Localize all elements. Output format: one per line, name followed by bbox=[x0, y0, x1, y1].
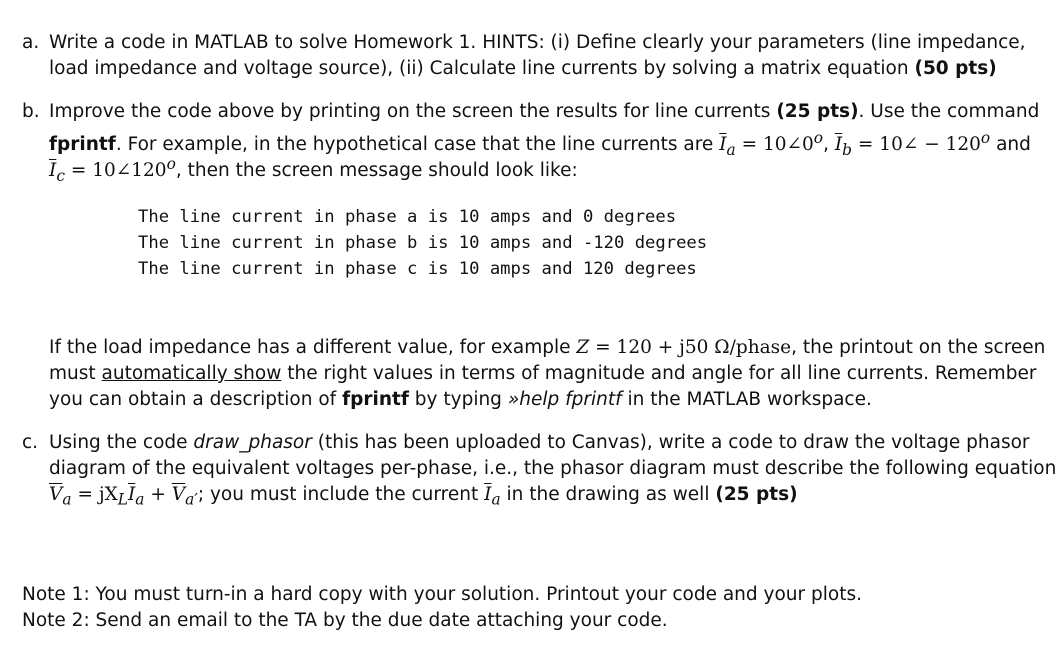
item-a-line-2: load impedance and voltage source), (ii) Calculate line currents by solving a matrix equation (50 pts) bbox=[49, 58, 997, 79]
item-b-p2-line-1: If the load impedance has a different value, for example Z = 120 + j50 Ω/phase, the printout on the screen bbox=[49, 337, 1046, 358]
code-line-c: The line current in phase c is 10 amps and 120 degrees bbox=[138, 259, 697, 279]
item-b-line-3: $\overline{I}_c$ = $10\angle 120^o$, then the screen message should look like: bbox=[49, 155, 578, 185]
item-b-p2-line-3: you can obtain a description of fprintf by typing »help fprintf in the MATLAB workspace. bbox=[49, 389, 872, 410]
item-a-points: (50 pts) bbox=[914, 58, 997, 79]
item-b-points: (25 pts) bbox=[776, 101, 859, 122]
fprintf-command: fprintf bbox=[49, 134, 116, 156]
item-a-line-1: Write a code in MATLAB to solve Homework 1. HINTS: (i) Define clearly your parameters (line impedance, bbox=[49, 32, 1026, 53]
code-output-block bbox=[138, 204, 707, 282]
item-c-line-2: diagram of the equivalent voltages per-phase, i.e., the phasor diagram must describe the following equation bbox=[49, 458, 1056, 479]
item-a-marker: a. bbox=[22, 32, 40, 53]
item-c-marker: c. bbox=[22, 432, 39, 453]
item-b-line-2: fprintf. For example, in the hypothetical case that the line currents are $\overline{I}_a$ = $10\angle 0^o$, $\overline{I}_b$ = 10∠ − $120^o$ and bbox=[49, 129, 1031, 159]
help-command: »help fprintf bbox=[507, 389, 622, 410]
draw-phasor-code: draw_phasor bbox=[193, 432, 312, 453]
item-c-line-1: Using the code draw_phasor (this has been uploaded to Canvas), write a code to draw the voltage phasor bbox=[49, 432, 1030, 453]
item-c-points: (25 pts) bbox=[715, 484, 798, 505]
note-1: Note 1: You must turn-in a hard copy with your solution. Printout your code and your plots. bbox=[22, 584, 862, 605]
item-b-p2-line-2: must automatically show the right values in terms of magnitude and angle for all line currents. Remember bbox=[49, 363, 1037, 384]
code-line-a: The line current in phase a is 10 amps and 0 degrees bbox=[138, 207, 677, 227]
item-b-marker: b. bbox=[22, 101, 40, 122]
item-b-line-1: Improve the code above by printing on the screen the results for line currents (25 pts). Use the command bbox=[49, 101, 1040, 122]
code-line-b: The line current in phase b is 10 amps and -120 degrees bbox=[138, 233, 708, 253]
item-c-line-3: $\overline{V}_a = jX_L\overline{I}_a + \overline{V}_{a'}$; you must include the current $\overline{I}_a$ in the drawing as well (25 pts) bbox=[49, 484, 798, 509]
note-2: Note 2: Send an email to the TA by the due date attaching your code. bbox=[22, 610, 668, 631]
